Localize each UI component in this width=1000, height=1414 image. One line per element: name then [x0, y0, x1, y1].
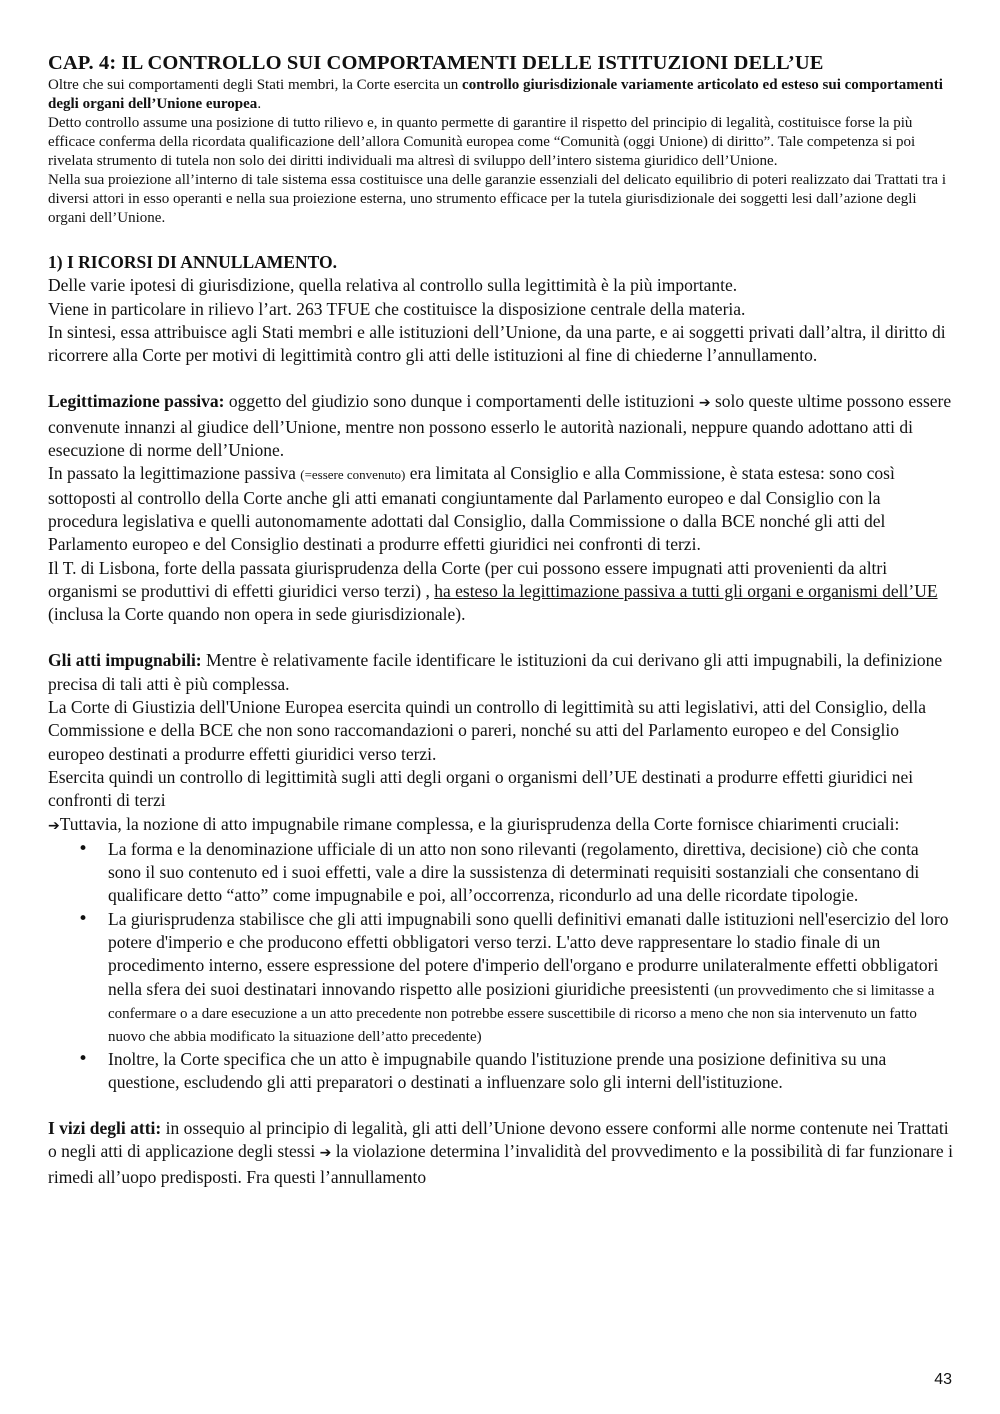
list-item-text: La forma e la denominazione ufficiale di un atto non sono rilevanti (regolamento, direttiva, decisione) ciò che conta sono il suo contenuto ed i suoi effetti, vale a dire la sussistenza di determinati requisiti sostanziali che consentano di qualificare detto “atto” come impugnabile e poi, all’occorrenza, ricondurlo ad una delle ricordate tipologie.: [108, 838, 920, 906]
list-item-text: La giurisprudenza stabilisce che gli atti impugnabili sono quelli definitivi emanati dalle istituzioni nell'esercizio del loro potere d'imperio e che producono effetti obbligatori verso terzi. L'atto deve rappresentare lo stadio finale di un procedimento interno, essere espressione del potere d'imperio dell'organo e produrre unilateralmente effetti obbligatori nella sfera dei suoi destinatari innovando rispetto alle posizioni giuridiche preesistenti: [108, 908, 949, 999]
intro-text-end: .: [257, 96, 262, 112]
intro-text: Oltre che sui comportamenti degli Stati membri, la Corte esercita un: [48, 77, 463, 93]
atti-controllo-paragraph: Esercita quindi un controllo di legittimità sugli atti degli organi o organismi dell’UE destinati a produrre effetti giuridici nei confronti di terzi: [48, 766, 914, 811]
passato-text-2: era limitata al Consiglio e alla Commissione, è stata estesa: sono così sottoposti al controllo della Corte anche gli atti emanati congiuntamente dal Parlamento europeo e dal Consiglio con la procedura legislativa e quelli autonomamente adottati dal Consiglio, dalla Commissione o dalla BCE nonché gli atti del Parlamento europeo e del Consiglio destinati a produrre effetti giuridici nei confronti di terzi.: [48, 463, 895, 555]
arrow-right-icon: ➔: [319, 1145, 332, 1162]
lisbona-underlined: ha esteso la legittimazione passiva a tutti gli organi e organismi dell’UE: [434, 580, 938, 601]
atti-tuttavia-paragraph: [48, 813, 954, 838]
chapter-title: CAP. 4: IL CONTROLLO SUI COMPORTAMENTI DELLE ISTITUZIONI DELL’UE: [48, 52, 824, 74]
section-line-2: Viene in particolare in rilievo l’art. 263 TFUE che costituisce la disposizione centrale della materia.: [48, 298, 746, 319]
intro-bold-text: controllo giurisdizionale variamente articolato ed esteso sui comportamenti degli organi dell’Unione europea: [48, 77, 943, 112]
bullet-list: [48, 838, 954, 1094]
arrow-right-icon: ➔: [698, 395, 711, 412]
legittimazione-paragraph: [48, 390, 954, 462]
list-item: [78, 908, 954, 1048]
lisbona-paragraph: [48, 557, 954, 627]
atti-label: Gli atti impugnabili:: [48, 650, 202, 671]
vizi-label: I vizi degli atti:: [48, 1118, 162, 1139]
lisbona-text: Il T. di Lisbona, forte della passata giurisprudenza della Corte (per cui possono essere impugnati atti provenienti da altri organismi se produttivi di effetti giuridici verso terzi) ,: [48, 557, 888, 601]
spacer: [48, 228, 954, 251]
legittimazione-passato: [48, 462, 954, 556]
intro-paragraph-3: Nella sua proiezione all’interno di tale sistema essa costituisce una delle garanzie essenziali del delicato equilibrio di poteri realizzato dai Trattati tra i diversi attori in esso operanti e nella sua proiezione esterna, uno strumento efficace per la tutela giurisdizionale dei soggetti lesi dall’azione degli organi dell’Unione.: [48, 172, 947, 226]
list-item: [78, 1048, 954, 1095]
spacer: [48, 367, 954, 390]
bullet-icon: •: [78, 908, 89, 929]
atti-paragraph: [48, 649, 954, 696]
atti-text: Mentre è relativamente facile identificare le istituzioni da cui derivano gli atti impugnabili, la definizione precisa di tali atti è più complessa.: [48, 650, 943, 694]
section-line-1: Delle varie ipotesi di giurisdizione, quella relativa al controllo sulla legittimità è la più importante.: [48, 275, 738, 296]
legittimazione-text: oggetto del giudizio sono dunque i comportamenti delle istituzioni: [224, 391, 699, 412]
list-item: [78, 838, 954, 908]
spacer: [48, 626, 954, 649]
legittimazione-text-2: solo queste ultime possono essere convenute innanzi al giudice dell’Unione, mentre non possono esserlo le autorità nazionali, neppure quando adottano atti di esecuzione di norme dell’Unione.: [48, 391, 952, 461]
section-heading: 1) I RICORSI DI ANNULLAMENTO.: [48, 252, 337, 272]
bullet-icon: •: [78, 1048, 89, 1069]
vizi-paragraph: [48, 1117, 954, 1189]
section-line-3: In sintesi, essa attribuisce agli Stati membri e alle istituzioni dell’Unione, da una parte, e ai soggetti privati dall’altra, il diritto di ricorrere alla Corte per motivi di legittimità contro gli atti delle istituzioni al fine di chiederne l’annullamento.: [48, 321, 946, 366]
tuttavia-text: Tuttavia, la nozione di atto impugnabile rimane complessa, e la giurisprudenza della Corte fornisce chiarimenti cruciali:: [59, 813, 900, 834]
passato-text: In passato la legittimazione passiva: [48, 463, 301, 484]
list-item-text: Inoltre, la Corte specifica che un atto è impugnabile quando l'istituzione prende una posizione definitiva su una questione, escludendo gli atti preparatori o destinati a influenzare solo gli interni dell'istituzione.: [108, 1048, 887, 1092]
vizi-text-2: la violazione determina l’invalidità del provvedimento e la possibilità di far funzionare i rimedi all’uopo predisposti. Fra questi l’annullamento: [48, 1141, 953, 1187]
bullet-icon: •: [78, 838, 89, 859]
vizi-text: in ossequio al principio di legalità, gli atti dell’Unione devono essere conformi alle norme contenute nei Trattati o negli atti di applicazione degli stessi: [48, 1118, 949, 1162]
intro-paragraph-1: [48, 76, 954, 114]
document-page: [48, 50, 954, 1189]
spacer: [48, 1094, 954, 1117]
lisbona-text-2: (inclusa la Corte quando non opera in sede giurisdizionale).: [48, 604, 466, 625]
atti-corte-paragraph: La Corte di Giustizia dell'Unione Europea esercita quindi un controllo di legittimità su atti legislativi, atti del Consiglio, della Commissione e della BCE che non sono raccomandazioni o pareri, nonché su atti del Parlamento europeo e del Consiglio europeo destinati a produrre effetti giuridici verso terzi.: [48, 697, 926, 764]
legittimazione-label: Legittimazione passiva:: [48, 391, 225, 412]
intro-paragraph-2: Detto controllo assume una posizione di tutto rilievo e, in quanto permette di garantire il rispetto del principio di legalità, costituisce forse la più efficace conferma della ricordata qualificazione dell’allora Comunità europea come “Comunità (oggi Unione) di diritto”. Tale competenza si poi rivelata strumento di tutela non solo dei diritti individuali ma altresì di sviluppo dell’intero sistema giuridico dell’Unione.: [48, 115, 916, 169]
list-item-note: (un provvedimento che si limitasse a confermare o a dare esecuzione a un atto precedente non potrebbe essere suscettibile di ricorso a meno che non sia intervenuto un fatto nuovo che abbia modificato la situazione dell’atto precedente): [108, 982, 935, 1046]
passato-note: (=essere convenuto): [300, 467, 406, 483]
page-number: 43: [934, 1371, 952, 1388]
arrow-right-icon: ➔: [48, 817, 60, 834]
